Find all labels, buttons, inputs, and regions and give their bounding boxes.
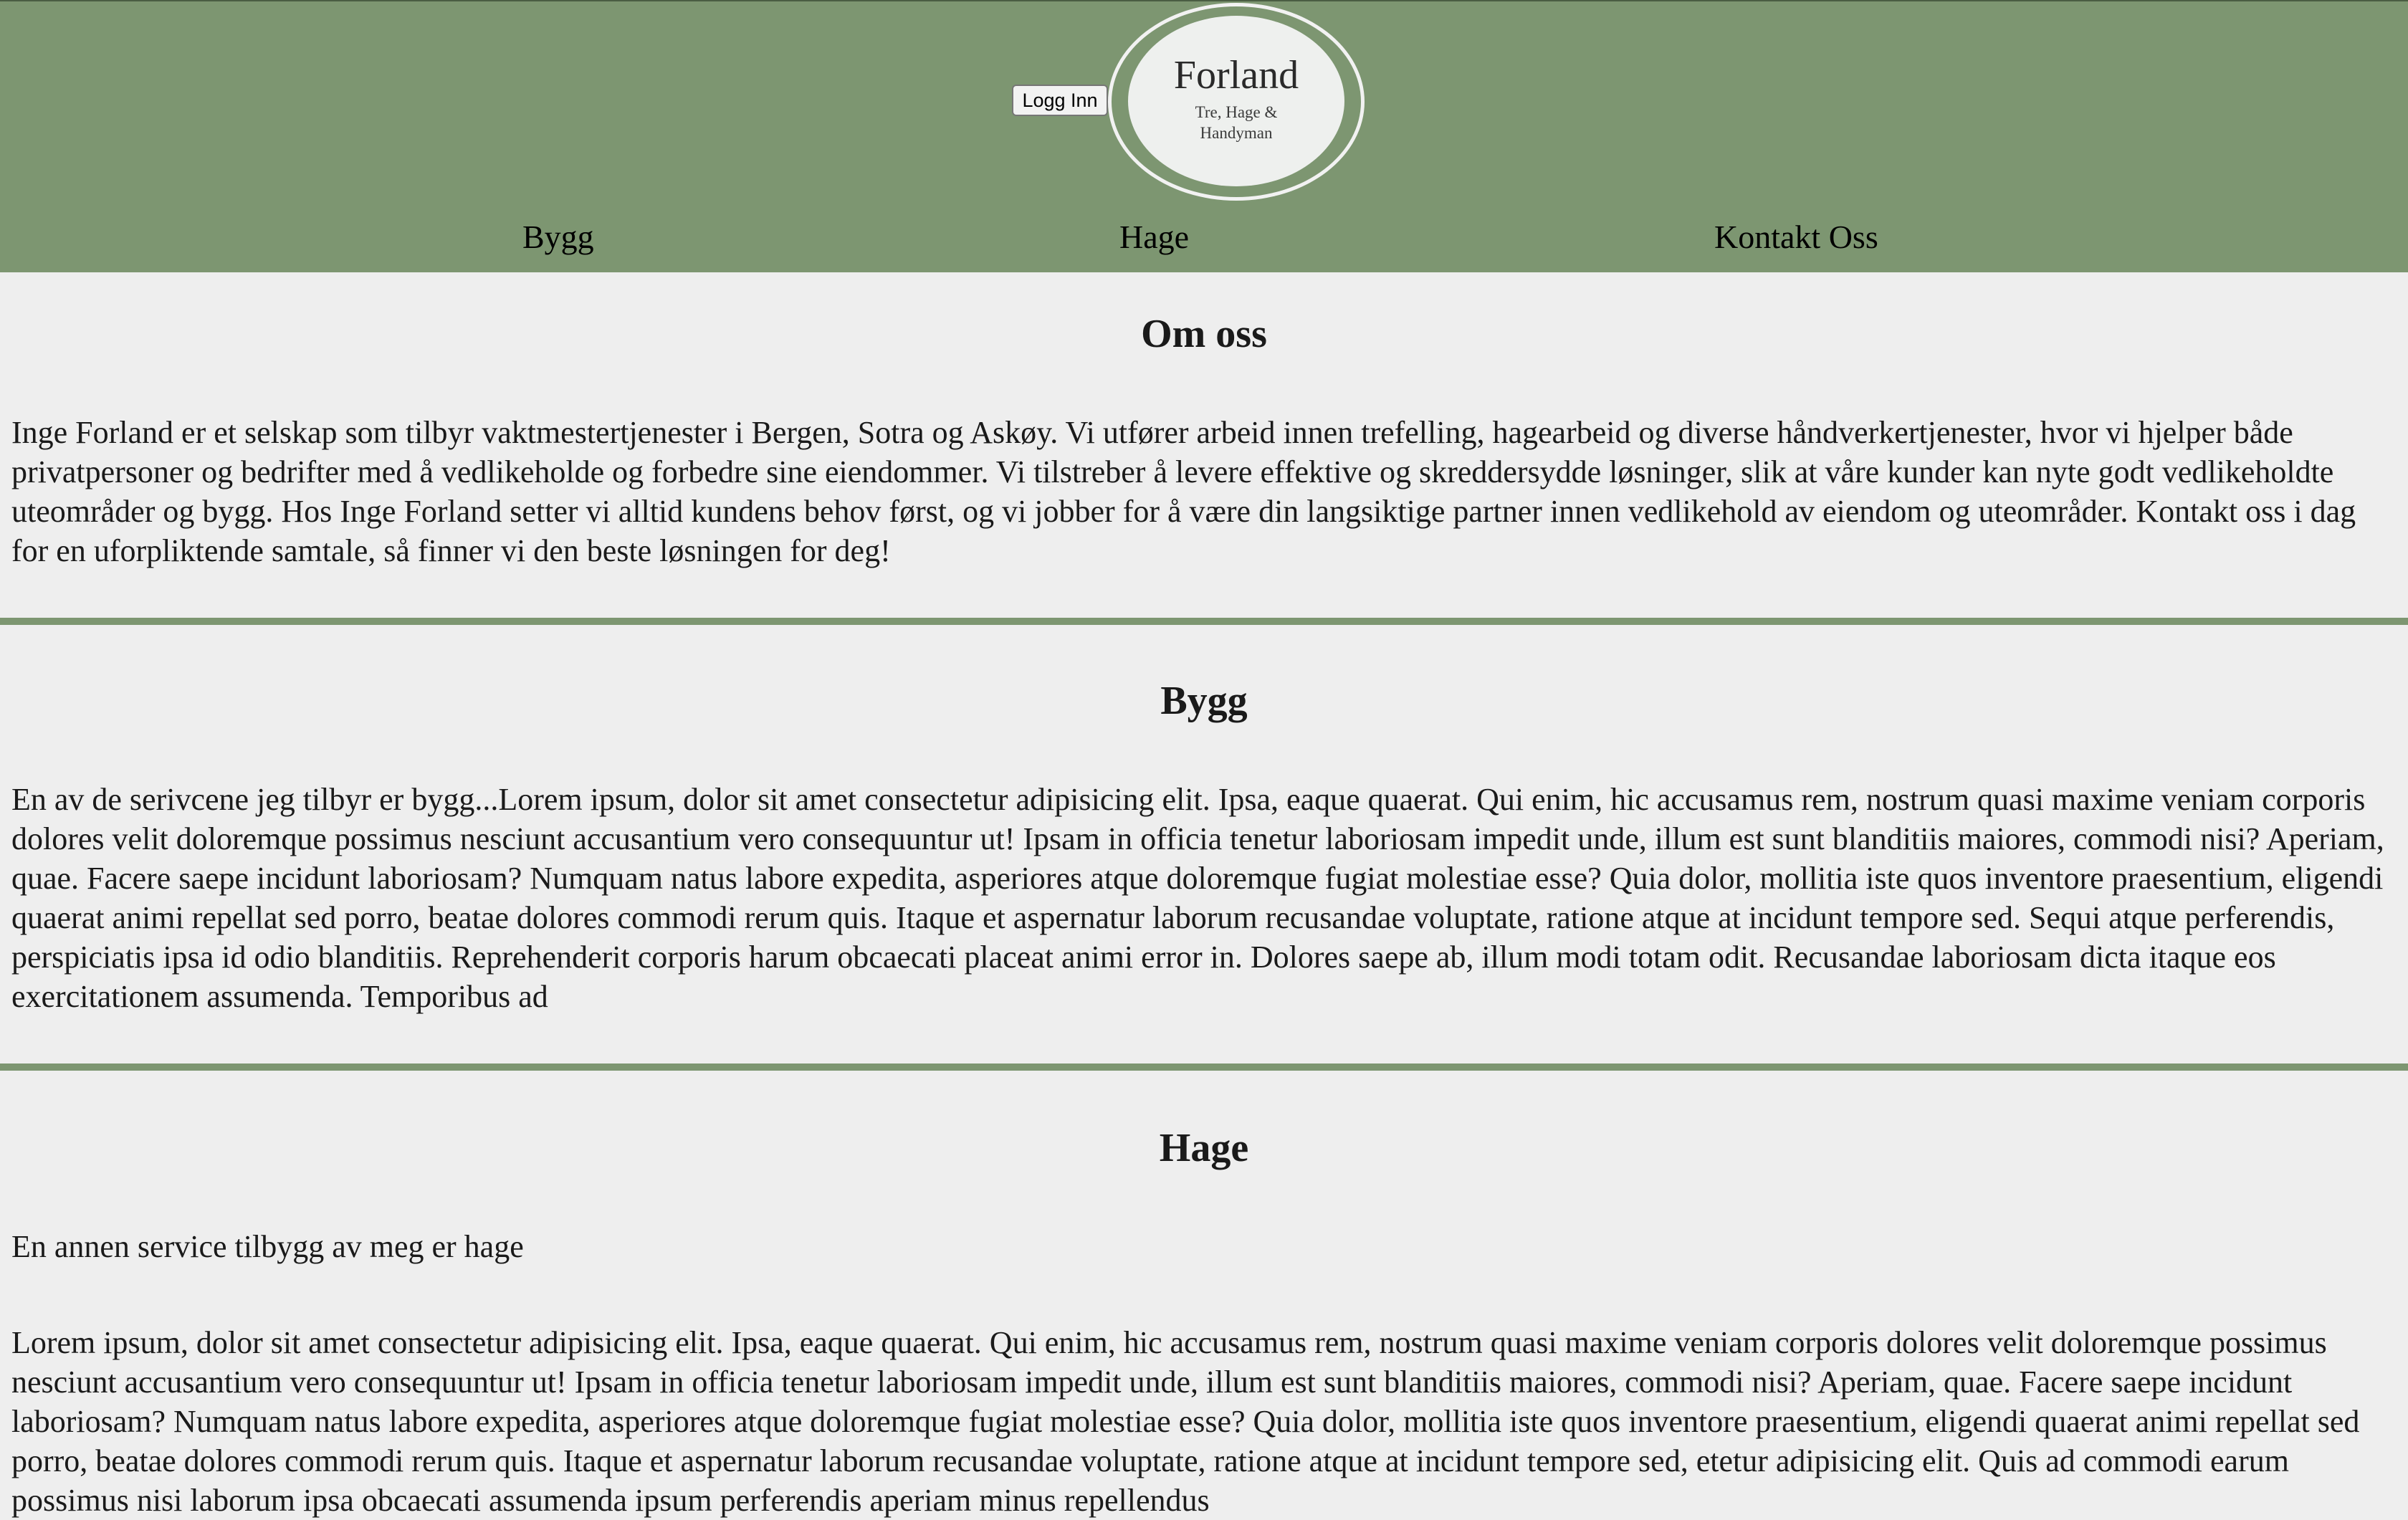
login-button[interactable]: Logg Inn [1012, 85, 1108, 116]
section-title-bygg: Bygg [1160, 679, 1248, 723]
section-divider [0, 1063, 2408, 1071]
bygg-text: En av de serivcene jeg tilbyr er bygg...Lorem ipsum, dolor sit amet consectetur adipisicing elit. Ipsa, eaque quaerat. Qui enim, hic accusamus rem, nostrum quasi maxime veniam corporis dolores velit doloremque possimus nesciunt accusantium vero consequuntur ut! Ipsam in officia tenetur laboriosam impedit unde, illum est sunt blanditiis maiores, commodi nisi? Aperiam, quae. Facere saepe incidunt laboriosam? Numquam natus labore expedita, asperiores atque doloremque fugiat molestiae esse? Quia dolor, mollitia iste quos inventore praesentium, eligendi quaerat animi repellat sed porro, beatae dolores commodi rerum quis. Itaque et aspernatur laborum recusandae voluptate, ratione atque at incidunt tempore sed. Sequi atque perferendis, perspiciatis ipsa id odio blanditiis. Reprehenderit corporis harum obcaecati placeat animi error in. Dolores saepe ab, illum modi totam odit. Recusandae laboriosam dicta itaque eos exercitationem assumenda. Temporibus ad [11, 782, 2384, 1014]
nav-link-bygg[interactable]: Bygg [522, 219, 594, 255]
nav-link-kontakt-oss[interactable]: Kontakt Oss [1714, 219, 1878, 255]
nav-link-hage[interactable]: Hage [1119, 219, 1190, 255]
hage-text: Lorem ipsum, dolor sit amet consectetur adipisicing elit. Ipsa, eaque quaerat. Qui enim, hic accusamus rem, nostrum quasi maxime veniam corporis dolores velit doloremque possimus nesciunt accusantium vero consequuntur ut! Ipsam in officia tenetur laboriosam impedit unde, illum est sunt blanditiis maiores, commodi nisi? Aperiam, quae. Facere saepe incidunt laboriosam? Numquam natus labore expedita, asperiores atque doloremque fugiat molestiae esse? Quia dolor, mollitia iste quos inventore praesentium, eligendi quaerat animi repellat sed porro, beatae dolores commodi rerum quis. Itaque et aspernatur laborum recusandae voluptate, ratione atque at incidunt tempore sed, etetur adipisicing elit. Quis ad commodi earum possimus nisi laborum ipsa obcaecati assumenda ipsum perferendis aperiam minus repellendus [11, 1325, 2360, 1518]
section-divider [0, 618, 2408, 625]
logo-subtitle: Tre, Hage & Handyman [1195, 103, 1278, 142]
site-logo[interactable] [1128, 16, 1344, 186]
section-title-hage: Hage [1159, 1126, 1249, 1170]
site-header [0, 0, 2408, 272]
logo-title: Forland [1173, 53, 1299, 98]
about-text: Inge Forland er et selskap som tilbyr vaktmestertjenester i Bergen, Sotra og Askøy. Vi utfører arbeid innen trefelling, hagearbeid og diverse håndverkertjenester, hvor vi hjelper både privatpersoner og bedrifter med å vedlikeholde og forbedre sine eiendommer. Vi tilstreber å levere effektive og skreddersydde løsninger, slik at våre kunder kan nyte godt vedlikeholdte uteområder og bygg. Hos Inge Forland setter vi alltid kundens behov først, og vi jobber for å være din langsiktige partner innen vedlikehold av eiendom og uteområder. Kontakt oss i dag for en uforpliktende samtale, så finner vi den beste løsningen for deg! [11, 415, 2356, 568]
section-title-about: Om oss [1141, 312, 1267, 356]
hage-intro: En annen service tilbygg av meg er hage [11, 1229, 524, 1264]
